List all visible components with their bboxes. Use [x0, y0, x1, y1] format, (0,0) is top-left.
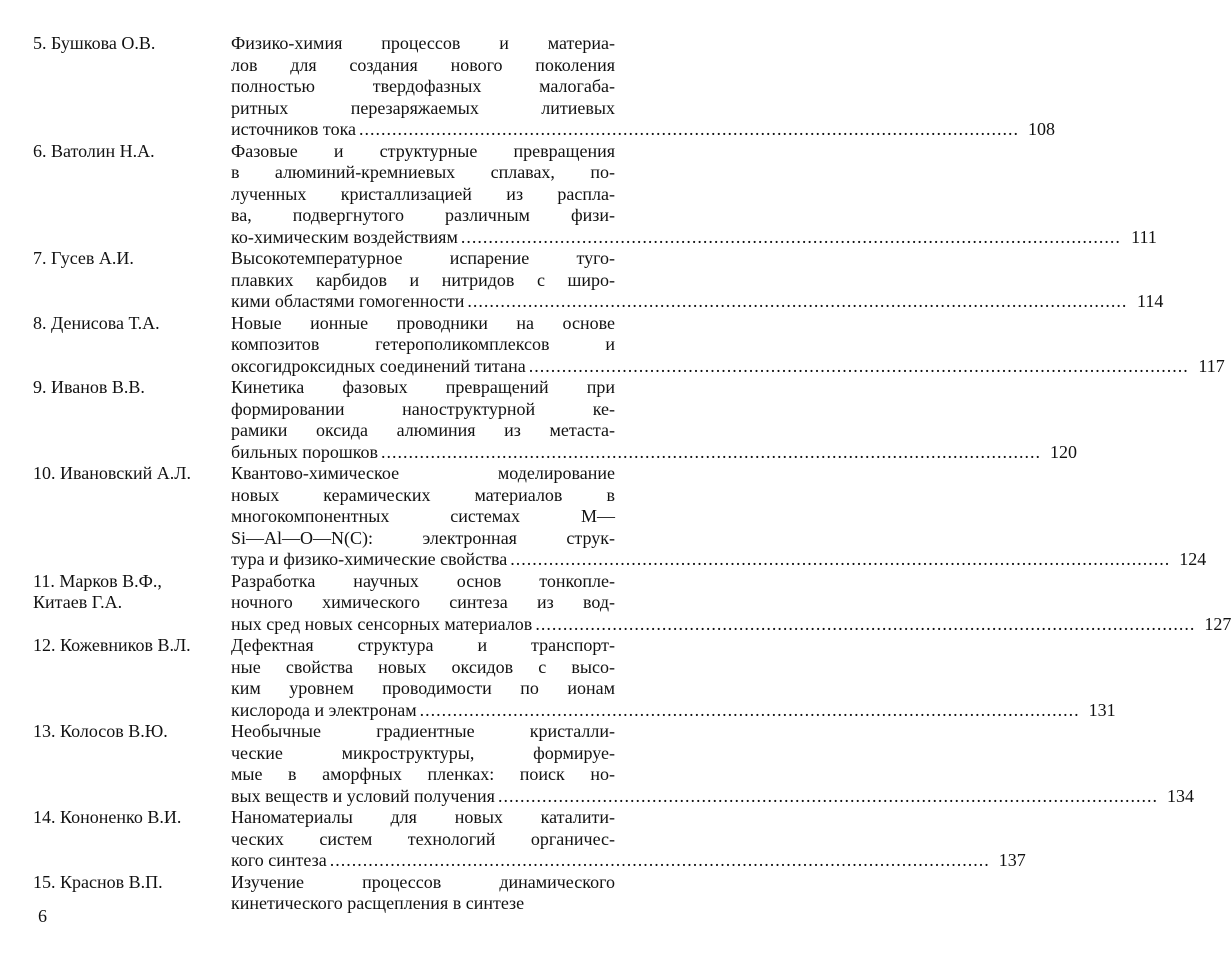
toc-page-number: 111 — [1131, 226, 1157, 247]
toc-title-line: ночного химического синтеза из вод- — [231, 592, 615, 612]
toc-entry — [33, 872, 615, 915]
toc-title-line — [231, 699, 1116, 722]
toc-title-line — [231, 355, 1225, 378]
toc-title-line: полностью твердофазных малогаба- — [231, 76, 615, 96]
toc-title — [231, 570, 1231, 636]
toc-entry — [33, 377, 1078, 463]
toc-title — [231, 807, 1026, 872]
toc-title-text: бильных порошков — [231, 441, 379, 462]
toc-title-line: новых керамических материалов в — [231, 484, 615, 505]
toc-title-line: Квантово-химическое моделирование — [231, 463, 615, 483]
toc-title-text: кислорода и электронам — [231, 699, 417, 720]
toc-title-line: Дефектная структура и транспорт- — [231, 635, 615, 655]
toc-title — [231, 721, 1194, 807]
toc-entry — [33, 33, 1056, 141]
toc-title-line: лов для создания нового поколения — [231, 54, 615, 75]
toc-title-line: Физико-химия процессов и материа- — [231, 33, 615, 53]
toc-author: 11. Марков В.Ф., Китаев Г.А. — [33, 570, 162, 612]
toc-title-line: ритных перезаряжаемых литиевых — [231, 97, 615, 118]
toc-leader-dots: ........................................................................................................................ — [359, 119, 1020, 139]
toc-leader-dots: ........................................................................................................................ — [460, 226, 1121, 247]
toc-author: 14. Кононенко В.И. — [33, 807, 182, 827]
toc-page-number: 137 — [998, 850, 1026, 870]
toc-author: 6. Ватолин Н.А. — [33, 140, 155, 161]
toc-title-line: Новые ионные проводники на основе — [231, 312, 615, 333]
toc-leader-dots: ........................................................................................................................ — [535, 613, 1196, 634]
toc-entry — [33, 807, 1026, 872]
toc-title — [231, 33, 1056, 141]
toc-title-line: Si—Al—O—N(C): электронная струк- — [231, 527, 615, 548]
toc-title-line: Необычные градиентные кристалли- — [231, 721, 615, 741]
toc-entry — [33, 140, 1157, 249]
toc-title-line — [231, 291, 1164, 313]
toc-leader-dots: ........................................................................................................................ — [329, 850, 990, 870]
toc-title-line — [231, 785, 1194, 808]
toc-page-number: 117 — [1198, 355, 1225, 376]
toc-title-line — [231, 549, 1207, 571]
toc-title-line — [231, 850, 1026, 872]
toc-page-number: 131 — [1088, 699, 1116, 720]
toc-title-line: Разработка научных основ тонкопле- — [231, 570, 615, 591]
toc-author: 13. Колосов В.Ю. — [33, 721, 168, 741]
toc-title — [231, 463, 1207, 571]
toc-leader-dots: ........................................................................................................................ — [510, 549, 1171, 569]
toc-page-number: 108 — [1028, 119, 1056, 139]
toc-title-line: Высокотемпературное испарение туго- — [231, 248, 615, 268]
toc-author: 15. Краснов В.П. — [33, 871, 163, 892]
toc-title-text: кими областями гомогенности — [231, 291, 465, 311]
toc-title-line — [231, 613, 1231, 636]
toc-page-number: 127 — [1204, 613, 1231, 634]
toc-title-line: в алюминий-кремниевых сплавах, по- — [231, 162, 615, 182]
toc-title — [231, 377, 1078, 463]
toc-title-line — [231, 119, 1056, 141]
toc-title-line: многокомпонентных системах M— — [231, 506, 615, 526]
toc-title-line: ким уровнем проводимости по ионам — [231, 678, 615, 698]
toc-leader-dots: ........................................................................................................................ — [497, 785, 1158, 806]
toc-entry — [33, 463, 1207, 571]
toc-title-line: лученных кристаллизацией из распла- — [231, 183, 615, 204]
toc-entry — [33, 635, 1116, 721]
toc-title-line: мые в аморфных пленках: поиск но- — [231, 764, 615, 784]
toc-title-text: кого синтеза — [231, 850, 327, 870]
toc-title-line: Кинетика фазовых превращений при — [231, 377, 615, 397]
toc-title-line: рамики оксида алюминия из метаста- — [231, 420, 615, 440]
toc-title-line: Фазовые и структурные превращения — [231, 140, 615, 161]
toc-author: 9. Иванов В.В. — [33, 377, 145, 397]
toc-author: 12. Кожевников В.Л. — [33, 635, 191, 655]
toc-leader-dots: ........................................................................................................................ — [467, 291, 1128, 311]
toc-page-number: 114 — [1136, 291, 1164, 311]
toc-title — [231, 872, 615, 915]
toc-title-text: тура и физико-химические свойства — [231, 549, 508, 569]
toc-title — [231, 140, 1157, 249]
toc-title-text: оксогидроксидных соединений титана — [231, 355, 526, 376]
toc-title-text: ных сред новых сенсорных материалов — [231, 613, 533, 634]
toc-title-line: композитов гетерополикомплексов и — [231, 334, 615, 354]
toc-leader-dots: ........................................................................................................................ — [381, 441, 1042, 462]
toc-title-line: ческие микроструктуры, формируе- — [231, 742, 615, 763]
toc-page-number: 124 — [1179, 549, 1207, 569]
toc-title-line — [231, 226, 1157, 249]
toc-leader-dots: ........................................................................................................................ — [419, 699, 1080, 720]
toc-title — [231, 635, 1116, 721]
toc-title-line — [231, 441, 1078, 464]
toc-title-text: вых веществ и условий получения — [231, 785, 495, 806]
toc-title-line: Изучение процессов динамического — [231, 871, 615, 892]
toc-page-number: 134 — [1166, 785, 1194, 806]
toc-page-number: 120 — [1050, 441, 1078, 462]
toc-author: 10. Ивановский А.Л. — [33, 463, 191, 483]
toc-title-line: формировании наноструктурной ке- — [231, 398, 615, 419]
toc-entry — [33, 721, 1194, 807]
toc-title-line: ческих систем технологий органичес- — [231, 828, 615, 849]
toc-title-line: кинетического расщепления в синтезе — [231, 893, 525, 913]
toc-entry — [33, 248, 1164, 313]
toc-title-line: плавких карбидов и нитридов с широ- — [231, 269, 615, 290]
toc-title-line: ва, подвергнутого различным физи- — [231, 205, 615, 225]
toc-author: 5. Бушкова О.В. — [33, 33, 156, 53]
toc-entry — [33, 570, 1231, 636]
toc-title-line: Наноматериалы для новых каталити- — [231, 807, 615, 827]
toc-author: 7. Гусев А.И. — [33, 248, 134, 268]
toc-leader-dots: ........................................................................................................................ — [528, 355, 1189, 376]
toc-author: 8. Денисова Т.А. — [33, 312, 160, 333]
toc-title-text: ко-химическим воздействиям — [231, 226, 458, 247]
toc-entry — [33, 312, 1225, 378]
toc-title-line: ные свойства новых оксидов с высо- — [231, 656, 615, 677]
toc-title — [231, 248, 1164, 313]
page-number: 6 — [38, 906, 47, 926]
table-of-contents — [33, 33, 1231, 915]
toc-title — [231, 312, 1225, 378]
toc-title-text: источников тока — [231, 119, 357, 139]
